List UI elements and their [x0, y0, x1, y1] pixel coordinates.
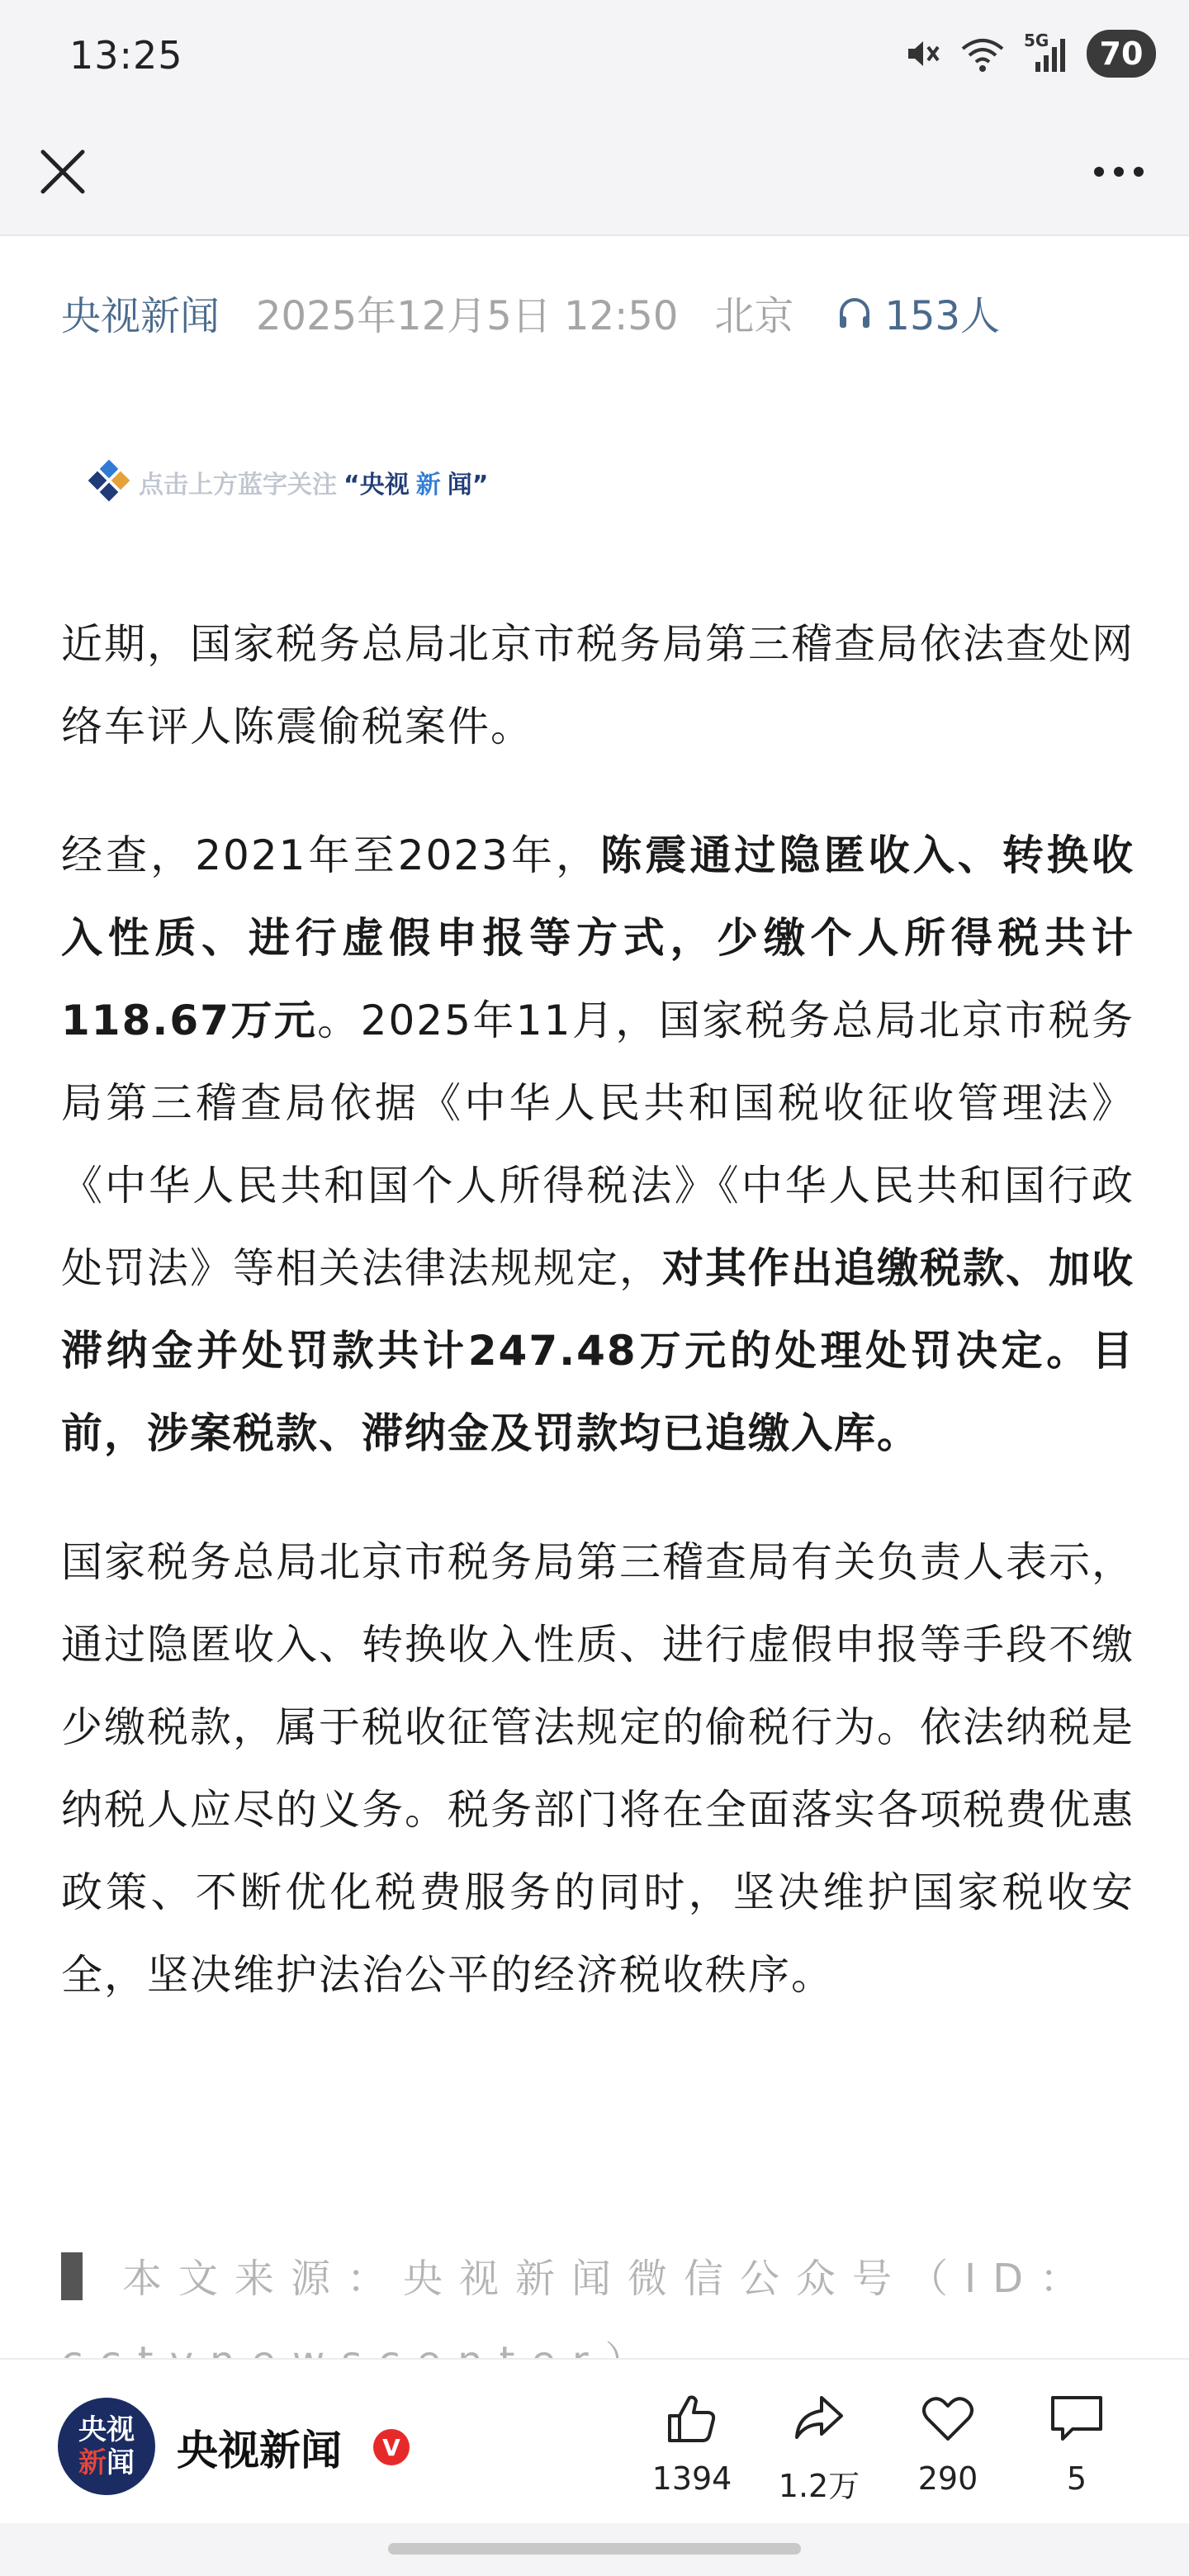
close-button[interactable]: [33, 142, 92, 201]
article-paragraph-1: 近期，国家税务总局北京市税务局第三稽查局依法查处网络车评人陈震偷税案件。: [61, 620, 1135, 751]
status-icons: [902, 30, 1156, 78]
mute-icon: [902, 34, 941, 73]
listener-count: 153人: [884, 293, 1001, 339]
status-time: 13:25: [69, 33, 183, 78]
comment-count: 5: [1066, 2460, 1087, 2497]
source-bar-marker: [61, 2252, 83, 2300]
p2-bold-b: 陈震通过隐匿收入、转换收入性质、进行虚假申报等方式，少缴个人所得税共计118.67万元: [61, 831, 1135, 1044]
follow-quote-open: “央视: [343, 471, 410, 500]
battery-icon: 70: [1087, 30, 1156, 78]
status-bar: [0, 0, 1189, 107]
location: 北京: [714, 293, 794, 339]
avatar[interactable]: [58, 2398, 155, 2495]
comment-button[interactable]: [1019, 2388, 1135, 2497]
channel-name[interactable]: 央视新闻: [177, 2427, 342, 2474]
follow-highlight: 新: [415, 471, 441, 500]
source-line: [61, 2237, 1135, 2345]
home-indicator[interactable]: [388, 2543, 801, 2555]
wifi-icon: [959, 34, 1006, 73]
p2-part-c: 。2025年11月，国家税务总局北京市税务局第三稽查局依据《中华人民共和国税收征收管理法》《中华人民共和国个人所得税法》《中华人民共和国行政处罚法》等相关法律法规规定，: [61, 997, 1135, 1292]
source-link[interactable]: 央视新闻: [61, 293, 220, 339]
p2-part-a: 经查，2021年至2023年，: [61, 831, 601, 879]
like-count: 1394: [651, 2460, 732, 2497]
network-label: 5G: [1024, 31, 1049, 50]
thumbs-up-icon: [661, 2388, 722, 2449]
follow-quote-close: 闻”: [447, 471, 489, 500]
share-icon: [789, 2388, 850, 2449]
avatar-line-2a: 新: [78, 2446, 107, 2479]
article-meta: [61, 284, 1000, 341]
favorite-count: 290: [917, 2460, 978, 2497]
article-paragraph-3: 国家税务总局北京市税务局第三稽查局有关负责人表示，通过隐匿收入、转换收入性质、进行虚假申报等手段不缴少缴税款，属于税收征管法规定的偷税行为。依法纳税是纳税人应尽的义务。税务部门将在全面落实各项税费优惠政策、不断优化税费服务的同时，坚决维护国家税收安全，坚决维护法治公平的经济税收秩序。: [61, 1538, 1135, 1999]
p2-bold-d: 对其作出追缴税款、加收滞纳金并处罚款共计247.48万元的处理处罚决定。目前，涉案税款、滞纳金及罚款均已追缴入库。: [61, 1244, 1135, 1457]
heart-icon: [917, 2388, 978, 2449]
follow-banner[interactable]: [86, 459, 488, 505]
avatar-line-1: 央视: [78, 2413, 135, 2446]
headphones-icon: [835, 293, 874, 333]
avatar-line-2b: 闻: [107, 2446, 135, 2479]
signal-icon: [1024, 31, 1068, 73]
share-button[interactable]: [761, 2388, 877, 2506]
follow-text: 点击上方蓝字关注: [139, 471, 337, 500]
article-body: [61, 603, 1135, 2062]
more-icon: [1094, 167, 1104, 177]
close-icon: [33, 142, 92, 201]
top-nav: [0, 107, 1189, 236]
more-button[interactable]: [1082, 142, 1156, 201]
comment-icon: [1046, 2388, 1107, 2449]
bottom-action-bar: [0, 2358, 1189, 2523]
article-paragraph-2: [61, 814, 1135, 1475]
listen-button[interactable]: [835, 284, 1000, 341]
favorite-button[interactable]: [890, 2388, 1006, 2497]
brand-diamond-icon: [86, 459, 132, 505]
share-count: 1.2万: [778, 2468, 860, 2504]
like-button[interactable]: [634, 2388, 750, 2497]
verified-badge: V: [373, 2429, 410, 2465]
source-text: 本文来源：央视新闻微信公众号（ID：: [122, 2256, 1097, 2302]
publish-date: 2025年12月5日 12:50: [256, 293, 679, 339]
